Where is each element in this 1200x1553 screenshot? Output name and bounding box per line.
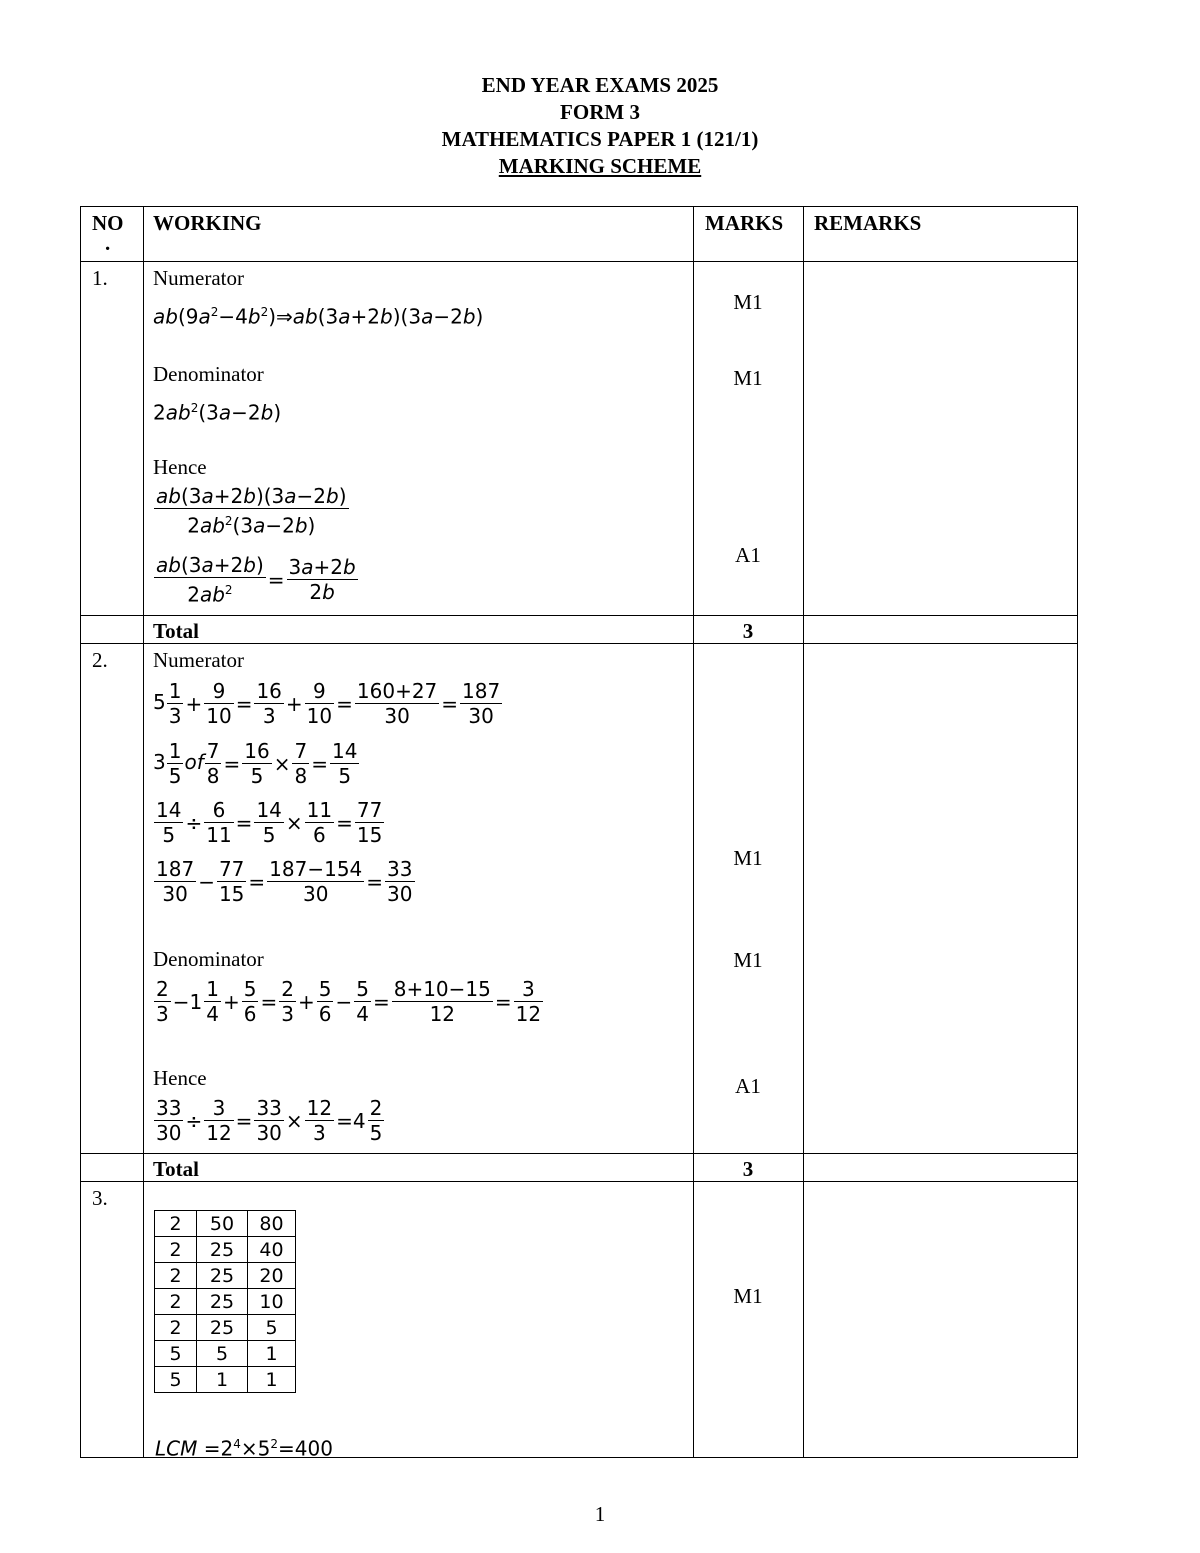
table-cell: 5 bbox=[155, 1341, 197, 1367]
q3-mark-m1: M1 bbox=[733, 1284, 763, 1308]
table-cell: 20 bbox=[248, 1263, 296, 1289]
table-cell: 2 bbox=[155, 1211, 197, 1237]
table-cell: 2 bbox=[155, 1263, 197, 1289]
q2-mark-a1: A1 bbox=[735, 1074, 761, 1098]
q2-total-value: 3 bbox=[742, 1157, 754, 1181]
document-header bbox=[0, 72, 1200, 180]
q1-numerator-expression: $ab(9a^2-4b^2)\Rightarrow ab(3a+2b)(3a-2b)$ bbox=[153, 304, 484, 329]
table-row bbox=[155, 1237, 296, 1263]
table-cell: 10 bbox=[248, 1289, 296, 1315]
table-cell: 2 bbox=[155, 1237, 197, 1263]
q1-simplified-result: $\frac{ab(3a+2b)}{2ab^2}$ = $\frac{3a+2b}{2b}$ bbox=[156, 553, 356, 607]
q1-total-value: 3 bbox=[742, 619, 754, 643]
col-marks-header: MARKS bbox=[705, 211, 784, 235]
table-row bbox=[155, 1341, 296, 1367]
q1-mark-m1-b: M1 bbox=[733, 366, 763, 390]
table-cell: 25 bbox=[197, 1263, 248, 1289]
q1-denominator-label: Denominator bbox=[153, 362, 264, 386]
table-row bbox=[155, 1315, 296, 1341]
table-cell: 50 bbox=[197, 1211, 248, 1237]
marking-scheme-title: MARKING SCHEME bbox=[498, 154, 702, 178]
q2-step1: 5 $\frac{1}{3}$ + $\frac{9}{10}$ = $\frac{16}{3}$ + $\frac{9}{10}$ = $\frac{160+27}{30}$ = $\frac{187}{30}$ bbox=[153, 679, 501, 728]
q2-hence-label: Hence bbox=[153, 1066, 207, 1090]
table-cell: 1 bbox=[197, 1367, 248, 1393]
q2-denominator-step: $\frac{2}{3}$ −1 $\frac{1}{4}$ + $\frac{5}{6}$ = $\frac{2}{3}$ + $\frac{5}{6}$ − $\frac{5}{4}$ = $\frac{8+10-15}{12}$ = $\frac{3}{12}$ bbox=[156, 977, 542, 1026]
q1-number: 1. bbox=[92, 266, 108, 290]
table-cell: 25 bbox=[197, 1237, 248, 1263]
col-no-header-dot: . bbox=[105, 231, 111, 255]
table-cell: 5 bbox=[197, 1341, 248, 1367]
q3-lcm-division-table bbox=[154, 1210, 296, 1393]
table-row bbox=[155, 1263, 296, 1289]
exam-title: END YEAR EXAMS 2025 bbox=[481, 73, 719, 97]
q2-total-label: Total bbox=[153, 1157, 199, 1181]
q1-numerator-label: Numerator bbox=[153, 266, 244, 290]
table-row bbox=[155, 1289, 296, 1315]
paper-title: MATHEMATICS PAPER 1 (121/1) bbox=[441, 127, 759, 151]
q1-mark-m1-a: M1 bbox=[733, 290, 763, 314]
q1-hence-fraction: $\frac{ab(3a+2b)(3a-2b)}{2ab^2(3a-2b)}$ bbox=[156, 484, 347, 538]
q1-hence-label: Hence bbox=[153, 455, 207, 479]
q2-hence-step: $\frac{33}{30}$ ÷ $\frac{3}{12}$ = $\frac{33}{30}$ × $\frac{12}{3}$ =4 $\frac{2}{5}$ bbox=[156, 1096, 383, 1145]
q2-mark-m1-b: M1 bbox=[733, 948, 763, 972]
q1-total-label: Total bbox=[153, 619, 199, 643]
col-no-header: NO bbox=[92, 211, 124, 235]
table-row bbox=[155, 1367, 296, 1393]
q2-step2: 3 $\frac{1}{5}$ of $\frac{7}{8}$ = $\frac{16}{5}$ × $\frac{7}{8}$ = $\frac{14}{5}$ bbox=[153, 739, 358, 788]
q2-numerator-label: Numerator bbox=[153, 648, 244, 672]
q2-mark-m1-a: M1 bbox=[733, 846, 763, 870]
q2-step3: $\frac{14}{5}$ ÷ $\frac{6}{11}$ = $\frac{14}{5}$ × $\frac{11}{6}$ = $\frac{77}{15}$ bbox=[156, 798, 383, 847]
q2-step4: $\frac{187}{30}$ − $\frac{77}{15}$ = $\frac{187-154}{30}$ = $\frac{33}{30}$ bbox=[156, 857, 413, 906]
page-number: 1 bbox=[594, 1502, 606, 1526]
table-row bbox=[155, 1211, 296, 1237]
table-cell: 1 bbox=[248, 1341, 296, 1367]
col-working-header: WORKING bbox=[153, 211, 262, 235]
q3-lcm-result: LCM $=2^4\times 5^2=400$ bbox=[155, 1436, 333, 1461]
table-cell: 25 bbox=[197, 1289, 248, 1315]
table-cell: 80 bbox=[248, 1211, 296, 1237]
col-remarks-header: REMARKS bbox=[814, 211, 922, 235]
q2-number: 2. bbox=[92, 648, 108, 672]
form-label: FORM 3 bbox=[560, 100, 640, 124]
table-cell: 2 bbox=[155, 1289, 197, 1315]
table-cell: 1 bbox=[248, 1367, 296, 1393]
table-cell: 40 bbox=[248, 1237, 296, 1263]
table-cell: 25 bbox=[197, 1315, 248, 1341]
q2-denominator-label: Denominator bbox=[153, 947, 264, 971]
table-cell: 5 bbox=[248, 1315, 296, 1341]
q3-number: 3. bbox=[92, 1186, 108, 1210]
q1-denominator-expression: $2ab^2(3a-2b)$ bbox=[153, 400, 282, 425]
table-cell: 5 bbox=[155, 1367, 197, 1393]
q1-mark-a1: A1 bbox=[735, 543, 761, 567]
table-cell: 2 bbox=[155, 1315, 197, 1341]
